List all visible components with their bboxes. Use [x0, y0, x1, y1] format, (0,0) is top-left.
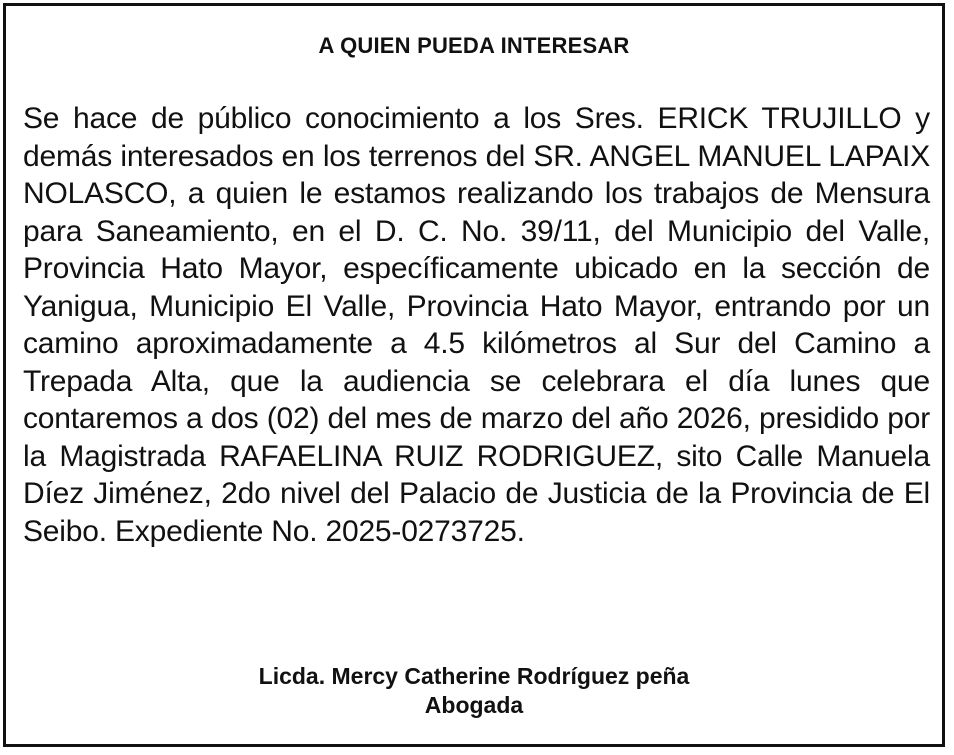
signature-block — [6, 662, 942, 720]
signature-name: Licda. Mercy Catherine Rodríguez peña — [258, 663, 690, 689]
notice-body: Se hace de público conocimiento a los Sres. ERICK TRUJILLO y demás interesados en los terrenos del SR. ANGEL MANUEL LAPAIX NOLASCO, a quien le estamos realizando los trabajos de Mensura para Saneamiento, en el D. C. No. 39/11, del Municipio del Valle, Provincia Hato Mayor, específicamente ubicado en la sección de Yanigua, Municipio El Valle, Provincia Hato Mayor, entrando por un camino aproximadamente a 4.5 kilómetros al Sur del Camino a Trepada Alta, que la audiencia se celebrara el día lunes que contaremos a dos (02) del mes de marzo del año 2026, presidido por la Magistrada RAFAELINA RUIZ RODRIGUEZ, sito Calle Manuela Díez Jiménez, 2do nivel del Palacio de Justicia de la Provincia de El Seibo. Expediente No. 2025-0273725. — [23, 102, 930, 548]
notice-heading: A QUIEN PUEDA INTERESAR — [318, 33, 630, 58]
signature-title: Abogada — [424, 692, 524, 718]
legal-notice-box — [3, 3, 945, 747]
